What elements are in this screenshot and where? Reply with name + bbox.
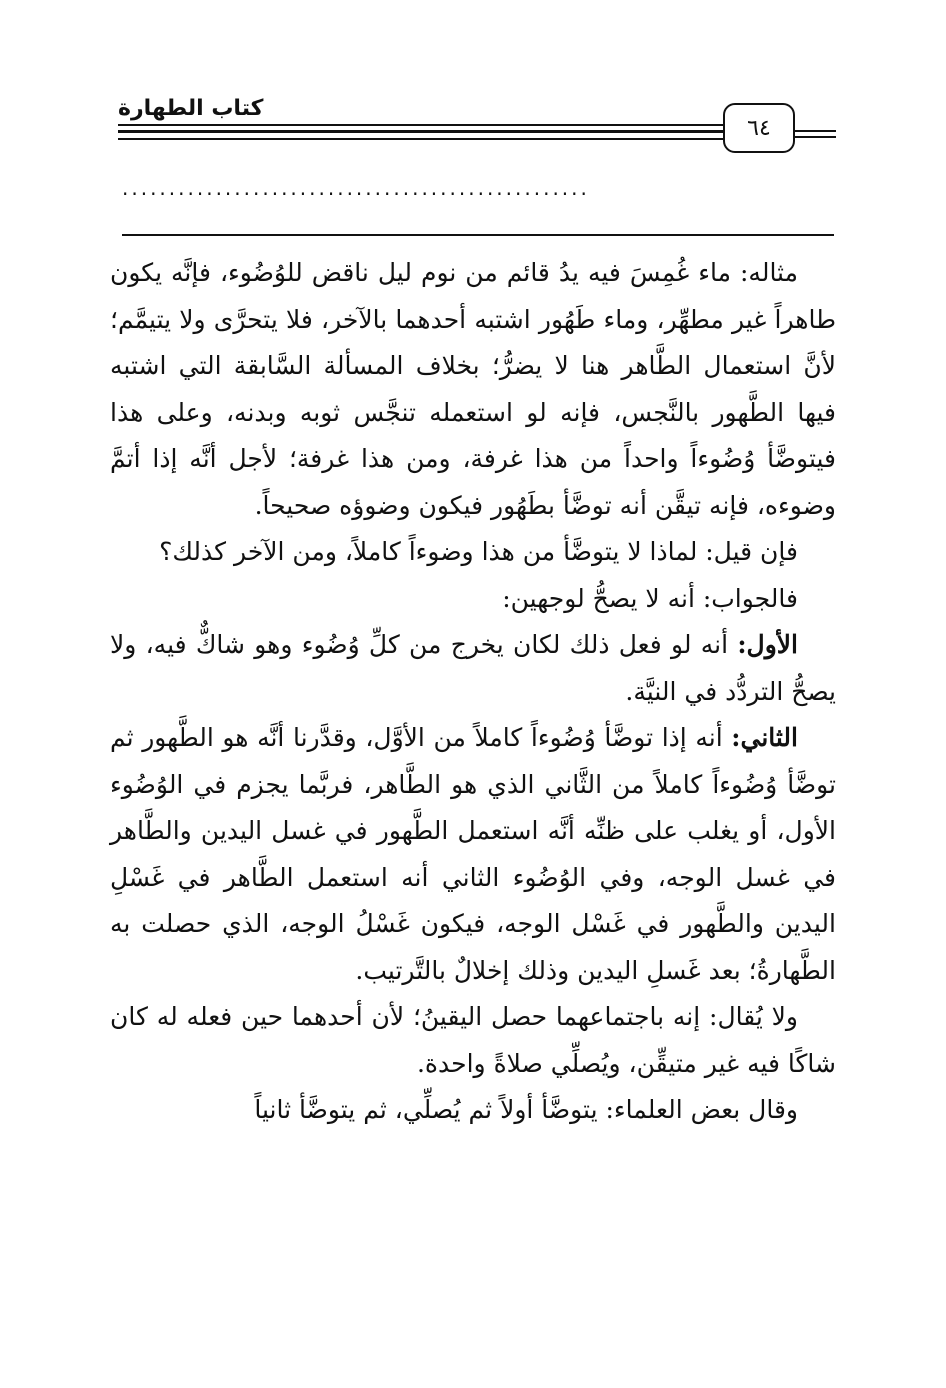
dotted-separator: .................................................. (122, 176, 590, 200)
header-rule-top (118, 124, 724, 126)
first-reason-text: أنه لو فعل ذلك لكان يخرج من كلِّ وُضُوء وهو شاكٌّ فيه، ولا يصحُّ التردُّد في النيَّة. (110, 630, 836, 706)
second-reason-label: الثاني: (731, 723, 798, 752)
paragraph-question: فإن قيل: لماذا لا يتوضَّأ من هذا وضوءاً كاملاً، ومن الآخر كذلك؟ (159, 537, 798, 566)
paragraph-example: مثاله: ماء غُمِسَ فيه يدُ قائم من نوم ليل ناقض للوُضُوء، فإنَّه يكون طاهراً غير مطهِّر، وماء طَهُور اشتبه أحدهما بالآخر، فلا يتحرَّى ولا يتيمَّم؛ لأنَّ استعمال الطَّاهر هنا لا يضرُّ؛ بخلاف المسألة السَّابقة التي اشتبه فيها الطَّهور بالنَّجس، فإنه لو استعمله تنجَّس ثوبه وبدنه، وعلى هذا فيتوضَّأ وُضُوءاً واحداً من هذا غرفة، ومن هذا غرفة؛ لأجل أنَّه إذا أتمَّ وضوءه، فإنه تيقَّن أنه توضَّأ بطَهُور فيكون وضوؤه صحيحاً. (110, 258, 836, 520)
first-reason-label: الأول: (737, 630, 798, 659)
page-number: ٦٤ (723, 103, 795, 153)
main-text (110, 250, 836, 1134)
paragraph-first-reason (110, 622, 836, 715)
paragraph-second-reason (110, 715, 836, 994)
second-reason-text: أنه إذا توضَّأ وُضُوءاً كاملاً من الأوَّل، وقدَّرنا أنَّه هو الطَّهور ثم توضَّأ وُضُوءاً كاملاً من الثَّاني الذي هو الطَّاهر، فربَّما يجزم في الوُضُوء الأول، أو يغلب على ظنِّه أنَّه استعمل الطَّهور في غسل اليدين والطَّاهر في غسل الوجه، وفي الوُضُوء الثاني أنه استعمل الطَّاهر في غَسْلِ اليدين والطَّهور في غَسْل الوجه، فيكون غَسْلُ الوجه، الذي حصلت به الطَّهارةُ؛ بعد غَسلِ اليدين وذلك إخلالٌ بالتَّرتيب. (110, 723, 836, 985)
paragraph-objection: ولا يُقال: إنه باجتماعهما حصل اليقينُ؛ لأن أحدهما حين فعله له كان شاكًا فيه غير متيقِّن، ويُصلِّي صلاةً واحدة. (110, 1002, 836, 1078)
header-rule-middle (118, 130, 724, 133)
paragraph-other-opinion: وقال بعض العلماء: يتوضَّأ أولاً ثم يُصلِّي، ثم يتوضَّأ ثانياً (254, 1095, 798, 1124)
header-rule-right-1 (792, 130, 836, 132)
section-separator (122, 234, 834, 236)
running-title: كتاب الطهارة (118, 96, 264, 121)
paragraph-answer: فالجواب: أنه لا يصحُّ لوجهين: (502, 583, 798, 613)
header-rule-right-2 (792, 136, 836, 138)
page-header (0, 0, 946, 160)
header-rule-bottom (118, 138, 724, 140)
